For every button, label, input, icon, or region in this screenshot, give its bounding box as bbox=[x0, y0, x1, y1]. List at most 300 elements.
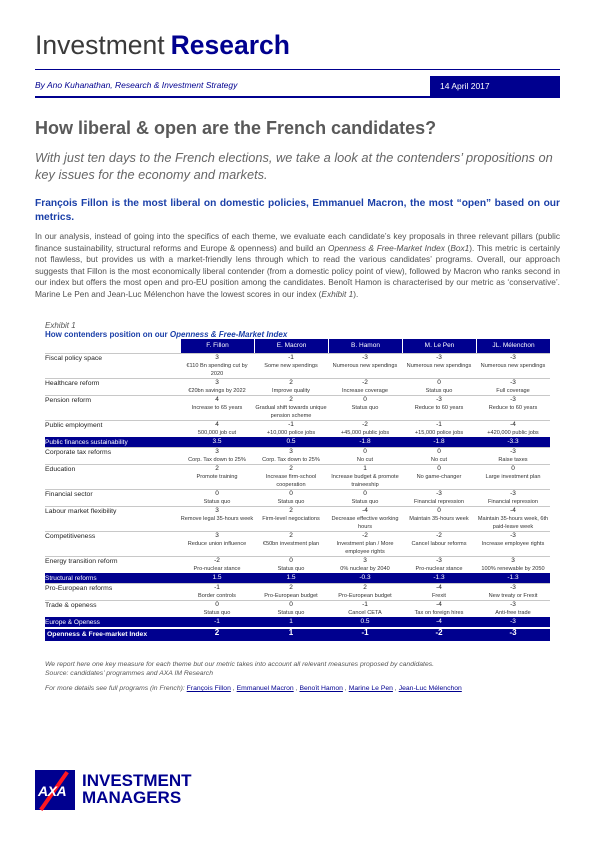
article-title: How liberal & open are the French candidates? bbox=[35, 118, 437, 138]
table-cell bbox=[328, 601, 402, 617]
table-cell bbox=[476, 448, 550, 464]
cell-measure: Status quo bbox=[203, 610, 231, 616]
table-cell bbox=[180, 421, 254, 437]
cell-score: 3 bbox=[215, 532, 219, 539]
row-label: Competitiveness bbox=[45, 533, 96, 540]
cell-score: 0 bbox=[289, 557, 293, 564]
cell-score: 2 bbox=[289, 465, 293, 472]
cell-score: -4 bbox=[362, 507, 368, 514]
logo-text bbox=[82, 772, 192, 806]
cell-measure: Reduce union influence bbox=[187, 541, 247, 547]
row-label: Pro-European reforms bbox=[45, 585, 113, 592]
exhibit-title-prefix: How contenders position on our bbox=[45, 330, 170, 339]
table-cell bbox=[402, 421, 476, 437]
cell-measure: Status quo bbox=[351, 499, 379, 505]
report-series-title bbox=[35, 30, 290, 61]
cell-score: 1 bbox=[288, 628, 294, 637]
table-cell bbox=[180, 574, 254, 583]
cell-measure: Full coverage bbox=[496, 388, 530, 394]
table-cell bbox=[476, 574, 550, 583]
cell-score: -2 bbox=[435, 628, 443, 637]
table-cell bbox=[328, 354, 402, 378]
logo-line-1: INVESTMENT bbox=[82, 771, 192, 790]
cell-score: -1 bbox=[361, 628, 369, 637]
cell-measure: Promote training bbox=[196, 474, 238, 480]
table-cell bbox=[476, 507, 550, 531]
exhibit-title-italic: Openness & Free-Market Index bbox=[169, 330, 288, 339]
column-header: B. Hamon bbox=[328, 339, 402, 353]
table-cell bbox=[402, 490, 476, 506]
article-lead: François Fillon is the most liberal on domestic policies, Emmanuel Macron, the most “open” based on our metrics. bbox=[35, 198, 560, 223]
byline-bar bbox=[35, 76, 560, 96]
header-rule bbox=[35, 69, 560, 70]
table-cell bbox=[328, 448, 402, 464]
cell-measure: Investment plan / More employee rights bbox=[336, 541, 394, 555]
table-cell bbox=[476, 601, 550, 617]
cell-measure: Pro-nuclear stance bbox=[415, 566, 463, 572]
cell-measure: Maintain 35-hours week bbox=[409, 516, 469, 522]
cell-score: 4 bbox=[215, 421, 219, 428]
note-measures: We report here one key measure for each theme but our metric takes into account all relevant measures proposed by candidates. bbox=[45, 661, 435, 668]
cell-score: 3 bbox=[215, 354, 219, 361]
table-cell bbox=[328, 379, 402, 395]
cell-score: 0 bbox=[363, 490, 367, 497]
cell-score: -3 bbox=[510, 396, 516, 403]
table-cell bbox=[254, 438, 328, 447]
cell-measure: +420,000 public jobs bbox=[487, 430, 539, 436]
cell-measure: Tax on foreign hires bbox=[414, 610, 464, 616]
date-badge: 14 April 2017 bbox=[430, 76, 560, 96]
table-cell bbox=[402, 574, 476, 583]
note-source: Source: candidates’ programmes and AXA IM Research bbox=[45, 670, 213, 677]
table-cell bbox=[180, 629, 254, 641]
row-label: Fiscal policy space bbox=[45, 355, 103, 362]
cell-score: 0 bbox=[437, 465, 441, 472]
cell-score: 0.5 bbox=[286, 438, 296, 445]
body-text-2: ( bbox=[444, 242, 451, 253]
cell-score: -3 bbox=[436, 557, 442, 564]
table-cell bbox=[180, 396, 254, 420]
cell-score: 0 bbox=[215, 601, 219, 608]
cell-score: -3 bbox=[510, 354, 516, 361]
link-separator: , bbox=[295, 685, 300, 692]
logo-line-2: MANAGERS bbox=[82, 788, 182, 807]
cell-score: -1.8 bbox=[359, 438, 371, 445]
cell-measure: Improve quality bbox=[272, 388, 310, 394]
row-label: Pension reform bbox=[45, 397, 92, 404]
cell-measure: Increase budget & promote traineeship bbox=[331, 474, 399, 488]
table-row bbox=[45, 464, 550, 489]
cell-measure: Cancel CETA bbox=[348, 610, 382, 616]
table-cell bbox=[254, 448, 328, 464]
table-cell bbox=[328, 574, 402, 583]
cell-measure: Status quo bbox=[277, 610, 305, 616]
table-cell bbox=[180, 354, 254, 378]
cell-score: -2 bbox=[362, 379, 368, 386]
cell-score: -3.3 bbox=[507, 438, 519, 445]
cell-score: 2 bbox=[214, 628, 220, 637]
cell-score: -3 bbox=[510, 618, 516, 625]
cell-score: -4 bbox=[436, 584, 442, 591]
table-cell bbox=[254, 490, 328, 506]
table-row bbox=[45, 583, 550, 600]
exhibit-notes bbox=[45, 660, 550, 678]
cell-measure: +10,000 police jobs bbox=[266, 430, 316, 436]
table-cell bbox=[476, 490, 550, 506]
table-cell bbox=[402, 618, 476, 627]
table-row bbox=[45, 600, 550, 617]
table-cell bbox=[328, 618, 402, 627]
row-label: Structural reforms bbox=[45, 575, 97, 582]
table-cell bbox=[254, 396, 328, 420]
column-header: E. Macron bbox=[254, 339, 328, 353]
table-cell bbox=[402, 507, 476, 531]
cell-measure: No cut bbox=[356, 457, 374, 463]
table-subtotal-row bbox=[45, 617, 550, 627]
cell-measure: Increase coverage bbox=[341, 388, 389, 394]
table-cell bbox=[476, 629, 550, 641]
table-cell bbox=[402, 557, 476, 573]
cell-measure: Maintain 35-hours week, 6th paid-leave week bbox=[477, 516, 549, 530]
cell-measure: €110 Bn spending cut by 2020 bbox=[186, 363, 248, 377]
cell-score: 2 bbox=[289, 532, 293, 539]
table-cell bbox=[254, 574, 328, 583]
cell-score: 2 bbox=[289, 396, 293, 403]
cell-measure: Frexit bbox=[432, 593, 446, 599]
table-cell bbox=[402, 532, 476, 556]
cell-score: 3 bbox=[511, 557, 515, 564]
table-row bbox=[45, 420, 550, 437]
table-cell bbox=[328, 532, 402, 556]
exhibit-title bbox=[45, 330, 287, 339]
table-cell bbox=[254, 507, 328, 531]
cell-score: -1 bbox=[288, 354, 294, 361]
cell-measure: Gradual shift towards unique pension scheme bbox=[255, 405, 327, 419]
cell-measure: Firm-level negociations bbox=[262, 516, 320, 522]
table-cell bbox=[402, 379, 476, 395]
table-cell bbox=[476, 421, 550, 437]
cell-score: 2 bbox=[289, 507, 293, 514]
table-cell bbox=[476, 532, 550, 556]
cell-measure: Increase employee rights bbox=[481, 541, 545, 547]
table-cell bbox=[254, 601, 328, 617]
table-cell bbox=[402, 438, 476, 447]
table-cell bbox=[402, 396, 476, 420]
table-row bbox=[45, 395, 550, 420]
cell-score: 3 bbox=[363, 557, 367, 564]
table-cell bbox=[402, 354, 476, 378]
cell-measure: Pro-nuclear stance bbox=[193, 566, 241, 572]
table-cell bbox=[476, 379, 550, 395]
cell-score: -3 bbox=[509, 628, 517, 637]
table-cell bbox=[328, 490, 402, 506]
cell-score: 1 bbox=[289, 618, 293, 625]
cell-score: -3 bbox=[436, 396, 442, 403]
table-cell bbox=[402, 601, 476, 617]
cell-score: 2 bbox=[289, 379, 293, 386]
cell-measure: 500,000 job cut bbox=[197, 430, 237, 436]
cell-score: -1 bbox=[436, 421, 442, 428]
body-text-3: ). This metric is certainly not flawless, but provides us with a market-friendly lens through which to read the various candidates’ programs. Overall, our approach suggests that Fillon is the most economically liberal contender (from a domestic policy point of view), followed by Macron who ranks second in our index but offers the most open and pro-EU position among the candidates. Benoît Hamon is characterised by our metric as ‘conservative’. Marine Le Pen and Jean-Luc Mélenchon have the lowest scores in our index ( bbox=[35, 242, 560, 299]
cell-measure: Numerous new spendings bbox=[332, 363, 398, 369]
cell-score: 0 bbox=[363, 448, 367, 455]
table-cell bbox=[254, 557, 328, 573]
program-link[interactable]: Emmanuel Macron bbox=[236, 685, 294, 692]
table-row bbox=[45, 489, 550, 506]
table-cell bbox=[180, 465, 254, 489]
cell-score: -4 bbox=[510, 421, 516, 428]
cell-measure: Cancel labour reforms bbox=[411, 541, 467, 547]
cell-score: 0.5 bbox=[360, 618, 370, 625]
cell-measure: Corp. Tax down to 25% bbox=[188, 457, 246, 463]
cell-score: -3 bbox=[510, 490, 516, 497]
table-cell bbox=[476, 438, 550, 447]
links-prefix: For more details see full programs (in French): bbox=[45, 685, 187, 692]
row-label: Energy transition reform bbox=[45, 558, 118, 565]
cell-score: -1.3 bbox=[507, 574, 519, 581]
table-row bbox=[45, 378, 550, 395]
table-cell bbox=[328, 421, 402, 437]
cell-score: 3 bbox=[215, 379, 219, 386]
cell-measure: No game-changer bbox=[416, 474, 462, 480]
cell-score: -1 bbox=[288, 421, 294, 428]
axa-logo-mark: AXA bbox=[38, 783, 67, 799]
table-subtotal-row bbox=[45, 437, 550, 447]
cell-score: -4 bbox=[510, 507, 516, 514]
cell-measure: Decrease effective working hours bbox=[331, 516, 399, 530]
cell-score: 3 bbox=[289, 448, 293, 455]
index-table bbox=[45, 339, 550, 641]
table-cell bbox=[476, 584, 550, 600]
cell-score: 3.5 bbox=[212, 438, 222, 445]
cell-measure: +15,000 police jobs bbox=[414, 430, 464, 436]
link-separator: , bbox=[344, 685, 349, 692]
article-body bbox=[35, 231, 560, 300]
cell-score: -0.3 bbox=[359, 574, 371, 581]
cell-measure: +45,000 public jobs bbox=[340, 430, 390, 436]
cell-measure: Status quo bbox=[351, 405, 379, 411]
cell-measure: 100% renewable by 2050 bbox=[481, 566, 545, 572]
table-cell bbox=[254, 584, 328, 600]
exhibit-label: Exhibit 1 bbox=[45, 321, 76, 330]
cell-score: 4 bbox=[215, 396, 219, 403]
axa-logo-icon bbox=[35, 770, 75, 810]
row-label: Openness & Free-market Index bbox=[47, 631, 148, 638]
cell-score: 3 bbox=[215, 507, 219, 514]
cell-score: 0 bbox=[437, 507, 441, 514]
title-bold: Research bbox=[170, 30, 290, 60]
table-cell bbox=[402, 584, 476, 600]
table-cell bbox=[328, 629, 402, 641]
cell-score: -3 bbox=[436, 354, 442, 361]
column-header: M. Le Pen bbox=[402, 339, 476, 353]
program-link[interactable]: François Fillon bbox=[186, 685, 231, 692]
cell-measure: Pro-European budget bbox=[338, 593, 392, 599]
cell-score: -3 bbox=[510, 601, 516, 608]
cell-measure: No cut bbox=[430, 457, 448, 463]
table-cell bbox=[328, 438, 402, 447]
table-body bbox=[45, 353, 550, 641]
table-cell bbox=[254, 465, 328, 489]
cell-score: 0 bbox=[215, 490, 219, 497]
column-header: F. Fillon bbox=[180, 339, 254, 353]
table-header bbox=[45, 339, 550, 353]
cell-score: -4 bbox=[436, 618, 442, 625]
cell-score: 0 bbox=[437, 379, 441, 386]
header-rule-bottom bbox=[35, 96, 560, 98]
cell-measure: Status quo bbox=[277, 566, 305, 572]
program-link[interactable]: Jean-Luc Mélenchon bbox=[398, 685, 462, 692]
cell-score: -3 bbox=[510, 584, 516, 591]
cell-score: -3 bbox=[510, 379, 516, 386]
byline: By Ano Kuhanathan, Research & Investment Strategy bbox=[35, 80, 238, 90]
table-cell bbox=[180, 507, 254, 531]
table-cell bbox=[476, 618, 550, 627]
cell-measure: Increase firm-school cooperation bbox=[265, 474, 317, 488]
row-label: Trade & openess bbox=[45, 602, 97, 609]
cell-measure: Some new spendings bbox=[264, 363, 318, 369]
cell-measure: Status quo bbox=[203, 499, 231, 505]
cell-score: 1.5 bbox=[212, 574, 222, 581]
body-text-1: In our analysis, instead of going into the specifics of each theme, we evaluate each candidate’s key proposals in three relevant pillars (public finance sustainability, structural reforms and Europe & openness) and build an bbox=[35, 231, 560, 253]
table-cell bbox=[328, 557, 402, 573]
cell-score: 3 bbox=[215, 448, 219, 455]
table-cell bbox=[476, 354, 550, 378]
cell-score: 1 bbox=[363, 465, 367, 472]
table-row bbox=[45, 531, 550, 556]
table-cell bbox=[328, 465, 402, 489]
cell-score: -2 bbox=[362, 532, 368, 539]
cell-score: -3 bbox=[362, 354, 368, 361]
title-light: Investment bbox=[35, 30, 165, 60]
cell-measure: Increase to 65 years bbox=[191, 405, 243, 411]
cell-measure: Border controls bbox=[198, 593, 236, 599]
table-cell bbox=[180, 490, 254, 506]
table-cell bbox=[180, 618, 254, 627]
cell-score: 0 bbox=[289, 490, 293, 497]
cell-score: 2 bbox=[289, 584, 293, 591]
table-cell bbox=[476, 557, 550, 573]
cell-score: 0 bbox=[363, 396, 367, 403]
cell-measure: Reduce to 60 years bbox=[488, 405, 538, 411]
table-cell bbox=[180, 584, 254, 600]
table-cell bbox=[254, 354, 328, 378]
row-label: Public employment bbox=[45, 422, 103, 429]
cell-measure: Reduce to 60 years bbox=[414, 405, 464, 411]
cell-score: -2 bbox=[436, 532, 442, 539]
table-cell bbox=[402, 448, 476, 464]
table-cell bbox=[254, 629, 328, 641]
table-cell bbox=[254, 532, 328, 556]
table-cell bbox=[254, 421, 328, 437]
cell-measure: Numerous new spendings bbox=[480, 363, 546, 369]
link-separator: , bbox=[232, 685, 237, 692]
cell-score: -1 bbox=[362, 601, 368, 608]
row-label: Public finances sustainability bbox=[45, 439, 128, 446]
table-cell bbox=[180, 601, 254, 617]
table-subtotal-row bbox=[45, 573, 550, 583]
cell-score: 0 bbox=[437, 448, 441, 455]
body-emphasis-1: Openness & Free-Market Index bbox=[328, 242, 445, 253]
table-cell bbox=[402, 629, 476, 641]
column-header: JL. Mélenchon bbox=[476, 339, 550, 353]
table-row bbox=[45, 506, 550, 531]
cell-score: 2 bbox=[215, 465, 219, 472]
cell-measure: €50bn investment plan bbox=[262, 541, 320, 547]
table-cell bbox=[180, 557, 254, 573]
cell-score: -1.3 bbox=[433, 574, 445, 581]
cell-score: -1.8 bbox=[433, 438, 445, 445]
cell-score: 1.5 bbox=[286, 574, 296, 581]
cell-measure: Pro-European budget bbox=[264, 593, 318, 599]
table-cell bbox=[476, 396, 550, 420]
cell-measure: Anti-free trade bbox=[495, 610, 531, 616]
table-row bbox=[45, 556, 550, 573]
cell-measure: Remove legal 35-hours week bbox=[180, 516, 254, 522]
table-cell bbox=[476, 465, 550, 489]
table-total-row bbox=[45, 629, 550, 641]
row-label: Healthcare reform bbox=[45, 380, 100, 387]
program-links bbox=[45, 685, 464, 692]
cell-score: 0 bbox=[511, 465, 515, 472]
body-text-4: ). bbox=[353, 288, 359, 299]
cell-measure: €20bn savings by 2022 bbox=[188, 388, 246, 394]
cell-measure: New treaty or Frexit bbox=[488, 593, 538, 599]
row-label: Education bbox=[45, 466, 76, 473]
cell-score: 0 bbox=[289, 601, 293, 608]
table-cell bbox=[328, 584, 402, 600]
cell-measure: Financial repression bbox=[487, 499, 539, 505]
table-header-blank bbox=[45, 339, 180, 353]
cell-score: -1 bbox=[214, 618, 220, 625]
cell-score: -1 bbox=[214, 584, 220, 591]
cell-measure: Raise taxes bbox=[498, 457, 528, 463]
article-subtitle: With just ten days to the French elections, we take a look at the contenders’ propositions on key issues for the economy and markets. bbox=[35, 150, 553, 182]
cell-measure: Financial repression bbox=[413, 499, 465, 505]
cell-measure: Large investment plan bbox=[485, 474, 541, 480]
table-cell bbox=[328, 396, 402, 420]
row-label: Corporate tax reforms bbox=[45, 449, 112, 456]
cell-measure: Status quo bbox=[425, 388, 453, 394]
cell-score: -3 bbox=[436, 490, 442, 497]
cell-measure: Corp. Tax down to 25% bbox=[262, 457, 320, 463]
body-emphasis-3: Exhibit 1 bbox=[321, 288, 354, 299]
body-emphasis-2: Box1 bbox=[450, 242, 470, 253]
table-cell bbox=[180, 532, 254, 556]
table-cell bbox=[254, 618, 328, 627]
cell-score: -4 bbox=[436, 601, 442, 608]
table-cell bbox=[328, 507, 402, 531]
table-cell bbox=[180, 438, 254, 447]
table-cell bbox=[180, 448, 254, 464]
link-separator: , bbox=[394, 685, 399, 692]
table-cell bbox=[254, 379, 328, 395]
table-cell bbox=[402, 465, 476, 489]
cell-score: -2 bbox=[362, 421, 368, 428]
cell-measure: 0% nuclear by 2040 bbox=[340, 566, 390, 572]
cell-score: -2 bbox=[214, 557, 220, 564]
cell-measure: Status quo bbox=[277, 499, 305, 505]
table-row bbox=[45, 353, 550, 378]
cell-score: 2 bbox=[363, 584, 367, 591]
cell-measure: Numerous new spendings bbox=[406, 363, 472, 369]
row-label: Labour market flexibility bbox=[45, 508, 117, 515]
cell-score: -3 bbox=[510, 448, 516, 455]
program-link[interactable]: Benoît Hamon bbox=[299, 685, 343, 692]
program-link[interactable]: Marine Le Pen bbox=[348, 685, 393, 692]
cell-score: -3 bbox=[510, 532, 516, 539]
table-row bbox=[45, 447, 550, 464]
